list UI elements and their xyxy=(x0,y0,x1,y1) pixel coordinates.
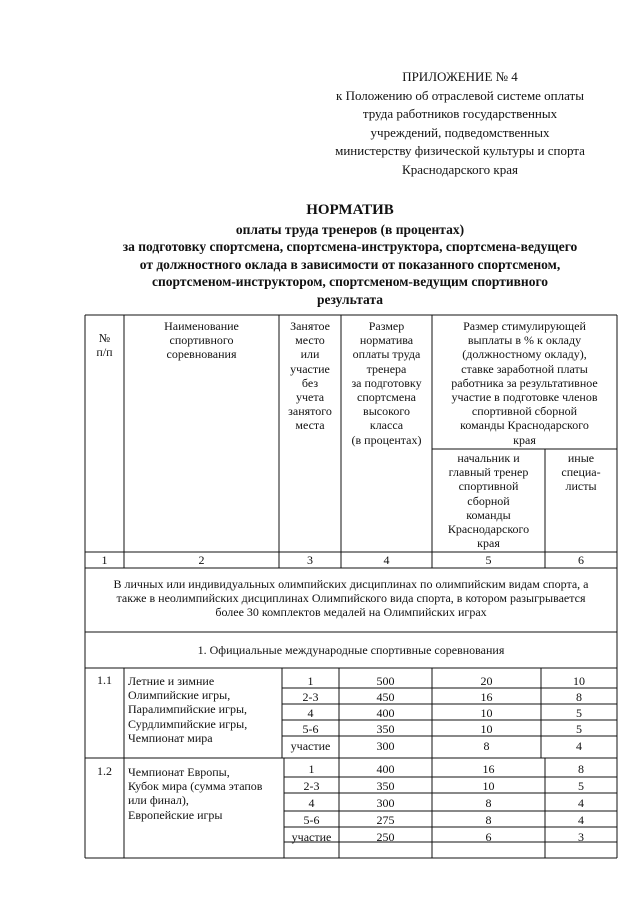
cell-other: 3 xyxy=(578,830,584,844)
title-main: НОРМАТИВ xyxy=(306,202,394,218)
header-num-line: № xyxy=(98,331,111,345)
cell-place: 4 xyxy=(308,796,315,810)
column-number: 2 xyxy=(198,553,205,567)
cell-head-coach: 6 xyxy=(485,830,492,844)
group-name-line: Летние и зимние xyxy=(128,674,215,688)
cell-place: 1 xyxy=(308,762,315,776)
header-norm-line: спортсмена xyxy=(357,390,416,405)
cell-place: 1 xyxy=(307,674,314,688)
header-other-line: специа- xyxy=(561,465,601,480)
group-name-line: или финал), xyxy=(128,793,189,808)
cell-norm: 400 xyxy=(376,762,395,776)
header-place-line: Занятое xyxy=(290,319,330,333)
header-bonus-line: команды Краснодарского xyxy=(460,418,589,433)
appendix-line: труда работников государственных xyxy=(362,106,558,121)
title-line: за подготовку спортсмена, спортсмена-инструктора, спортсмена-ведущего xyxy=(122,239,578,255)
title-line: оплаты труда тренеров (в процентах) xyxy=(235,221,465,237)
cell-place: участие xyxy=(291,830,332,844)
title-line: от должностного оклада в зависимости от показанного спортсменом, xyxy=(139,256,561,272)
header-place-line: учета xyxy=(295,390,325,405)
header-norm-line: Размер xyxy=(368,319,405,333)
appendix-header xyxy=(300,68,620,179)
header-head-coach-line: Краснодарского xyxy=(447,522,530,537)
group-number: 1.1 xyxy=(97,673,112,687)
header-bonus-line: (должностному окладу), xyxy=(462,347,587,362)
header-norm-line: (в процентах) xyxy=(351,432,422,447)
cell-head-coach: 16 xyxy=(482,762,495,776)
cell-other: 4 xyxy=(576,739,582,753)
appendix-line: министерству физической культуры и спорта xyxy=(335,143,585,158)
cell-norm: 350 xyxy=(376,722,395,736)
group-name-line: Европейские игры xyxy=(128,807,223,822)
header-name xyxy=(124,319,279,362)
header-norm-line: класса xyxy=(369,418,404,433)
header-place xyxy=(279,319,341,433)
cell-head-coach: 16 xyxy=(480,690,493,704)
header-bonus-line: участие в подготовке членов xyxy=(451,390,598,405)
cell-head-coach: 10 xyxy=(480,706,493,720)
group-name-line: Кубок мира (сумма этапов xyxy=(128,779,263,794)
cell-other: 5 xyxy=(576,722,582,736)
cell-norm: 250 xyxy=(376,830,395,844)
header-head-coach-line: начальник и xyxy=(457,451,520,465)
appendix-line: к Положению об отраслевой системе оплаты xyxy=(336,87,584,103)
cell-other: 5 xyxy=(576,706,582,720)
appendix-line: Краснодарского края xyxy=(402,161,518,177)
section-heading: 1. Официальные международные спортивные соревнования xyxy=(197,643,505,657)
cell-other: 10 xyxy=(573,674,585,688)
group-name-line: Чемпионат Европы, xyxy=(128,765,230,779)
cell-norm: 275 xyxy=(376,813,395,827)
section-note xyxy=(85,577,617,620)
group-number: 1.2 xyxy=(97,764,112,778)
header-head-coach xyxy=(432,451,545,550)
group-name xyxy=(128,765,262,822)
header-norm-line: норматива xyxy=(359,333,414,348)
header-num-line: п/п xyxy=(96,345,113,360)
header-place-line: места xyxy=(295,418,325,433)
title-line: результата xyxy=(317,291,383,307)
cell-place: участие xyxy=(290,739,331,753)
header-place-line: занятого xyxy=(288,404,332,419)
header-head-coach-line: спортивной xyxy=(458,479,519,494)
cell-head-coach: 10 xyxy=(482,779,495,793)
title-line: спортсменом-инструктором, спортсменом-ведущим спортивного xyxy=(152,274,548,290)
header-norm-line: за подготовку xyxy=(351,375,422,390)
header-norm-line: высокого xyxy=(363,404,410,419)
section-note-line: также в неолимпийских дисциплинах Олимпийского вида спорта, в котором разыгрывается xyxy=(116,591,586,606)
header-bonus-line: спортивной сборной xyxy=(471,404,578,419)
column-number: 6 xyxy=(578,553,584,567)
header-other xyxy=(545,451,617,494)
document-title xyxy=(80,202,620,309)
cell-other: 8 xyxy=(578,762,584,776)
cell-norm: 300 xyxy=(376,796,395,810)
header-bonus-line: Размер стимулирующей xyxy=(463,319,586,333)
cell-place: 5-6 xyxy=(302,722,319,736)
cell-other: 5 xyxy=(578,779,584,793)
cell-place: 5-6 xyxy=(303,813,320,827)
header-other-line: листы xyxy=(565,479,597,494)
column-number: 1 xyxy=(101,553,108,567)
column-number: 3 xyxy=(307,553,313,567)
header-bonus-line: выплаты в % к окладу xyxy=(467,333,582,348)
header-name-line: Наименование xyxy=(164,319,239,333)
header-norm xyxy=(341,319,432,447)
section-note-line: В личных или индивидуальных олимпийских дисциплинах по олимпийским видам спорта, а xyxy=(113,577,589,591)
group-name-line: Сурдлимпийские игры, xyxy=(128,716,248,731)
cell-head-coach: 8 xyxy=(483,739,490,753)
header-head-coach-line: края xyxy=(477,536,500,551)
group-name-line: Чемпионат мира xyxy=(128,730,213,745)
column-number: 5 xyxy=(485,553,492,567)
header-name-line: спортивного xyxy=(169,333,234,348)
header-bonus-line: работника за результативное xyxy=(451,375,598,390)
header-bonus xyxy=(432,319,617,447)
cell-place: 2-3 xyxy=(303,779,320,793)
header-bonus-line: края xyxy=(513,432,536,447)
header-name-line: соревнования xyxy=(166,347,237,362)
header-place-line: место xyxy=(295,333,325,348)
appendix-line: учреждений, подведомственных xyxy=(370,124,550,140)
cell-norm: 400 xyxy=(376,706,395,720)
cell-place: 2-3 xyxy=(302,690,319,704)
cell-norm: 500 xyxy=(376,674,395,688)
header-norm-line: оплаты труда xyxy=(352,347,421,362)
header-bonus-line: ставке заработной платы xyxy=(461,361,588,376)
header-other-line: иные xyxy=(567,451,595,465)
section-note-line: более 30 комплектов медалей на Олимпийских играх xyxy=(215,605,487,620)
cell-head-coach: 20 xyxy=(480,674,493,688)
cell-other: 8 xyxy=(576,690,582,704)
group-name xyxy=(128,674,247,745)
header-head-coach-line: сборной xyxy=(467,493,510,508)
header-place-line: без xyxy=(301,375,319,390)
header-place-line: участие xyxy=(290,361,330,376)
group-name-line: Паралимпийские игры, xyxy=(128,702,248,717)
header-num xyxy=(85,331,124,359)
cell-head-coach: 8 xyxy=(485,813,492,827)
cell-other: 4 xyxy=(578,813,584,827)
header-norm-line: тренера xyxy=(366,361,407,376)
cell-head-coach: 8 xyxy=(485,796,492,810)
cell-norm: 300 xyxy=(376,739,395,753)
column-number: 4 xyxy=(383,553,390,567)
header-head-coach-line: главный тренер xyxy=(448,465,529,480)
group-name-line: Олимпийские игры, xyxy=(128,688,231,703)
cell-norm: 350 xyxy=(376,779,395,793)
cell-other: 4 xyxy=(578,796,584,810)
cell-head-coach: 10 xyxy=(480,722,493,736)
header-place-line: или xyxy=(300,347,320,362)
cell-norm: 450 xyxy=(376,690,395,704)
header-head-coach-line: команды xyxy=(466,507,511,522)
appendix-title: ПРИЛОЖЕНИЕ № 4 xyxy=(402,69,518,84)
cell-place: 4 xyxy=(307,706,314,720)
